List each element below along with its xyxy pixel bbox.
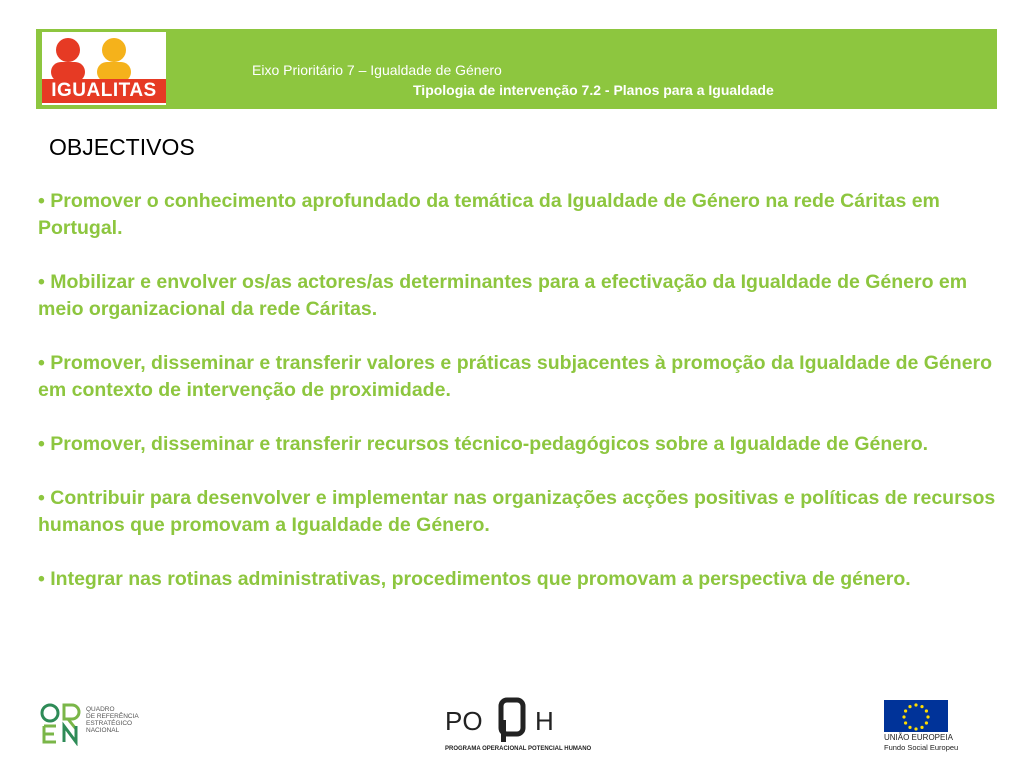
poph-caption: PROGRAMA OPERACIONAL POTENCIAL HUMANO xyxy=(445,746,592,752)
eu-caption-2: Fundo Social Europeu xyxy=(884,743,959,752)
svg-text:PO: PO xyxy=(445,706,483,736)
svg-text:H: H xyxy=(535,706,554,736)
list-item: • Contribuir para desenvolver e implementar nas organizações acções positivas e políticas de recursos humanos que promovam a Igualdade de Género. xyxy=(38,487,996,536)
eu-caption-1: UNIÃO EUROPEIA xyxy=(884,733,953,742)
list-item: • Promover, disseminar e transferir valores e práticas subjacentes à promoção da Igualdade de Género em contexto de intervenção de proximidade. xyxy=(38,352,993,401)
list-item: • Promover, disseminar e transferir recursos técnico-pedagógicos sobre a Igualdade de Género. xyxy=(38,433,929,455)
poph-logo xyxy=(443,688,592,756)
qren-caption: QUADRO DE REFERÊNCIA ESTRATÉGICO NACIONAL xyxy=(86,706,139,734)
eu-logo xyxy=(880,700,990,755)
header-subtitle: Tipologia de intervenção 7.2 - Planos para a Igualdade xyxy=(413,82,774,98)
igualitas-logo xyxy=(42,32,166,105)
list-item: • Integrar nas rotinas administrativas, procedimentos que promovam a perspectiva de género. xyxy=(38,568,911,590)
list-item: • Mobilizar e envolver os/as actores/as determinantes para a efectivação da Igualdade de Género em meio organizacional da rede Cáritas. xyxy=(38,271,968,320)
qren-logo xyxy=(40,702,150,746)
objectives-list xyxy=(38,188,998,620)
header-bar xyxy=(36,29,997,109)
section-title: OBJECTIVOS xyxy=(49,134,195,160)
list-item: • Promover o conhecimento aprofundado da temática da Igualdade de Género na rede Cáritas em Portugal. xyxy=(38,190,940,239)
logo-wordmark: IGUALITAS xyxy=(42,79,166,103)
header-title: Eixo Prioritário 7 – Igualdade de Género xyxy=(252,62,502,78)
